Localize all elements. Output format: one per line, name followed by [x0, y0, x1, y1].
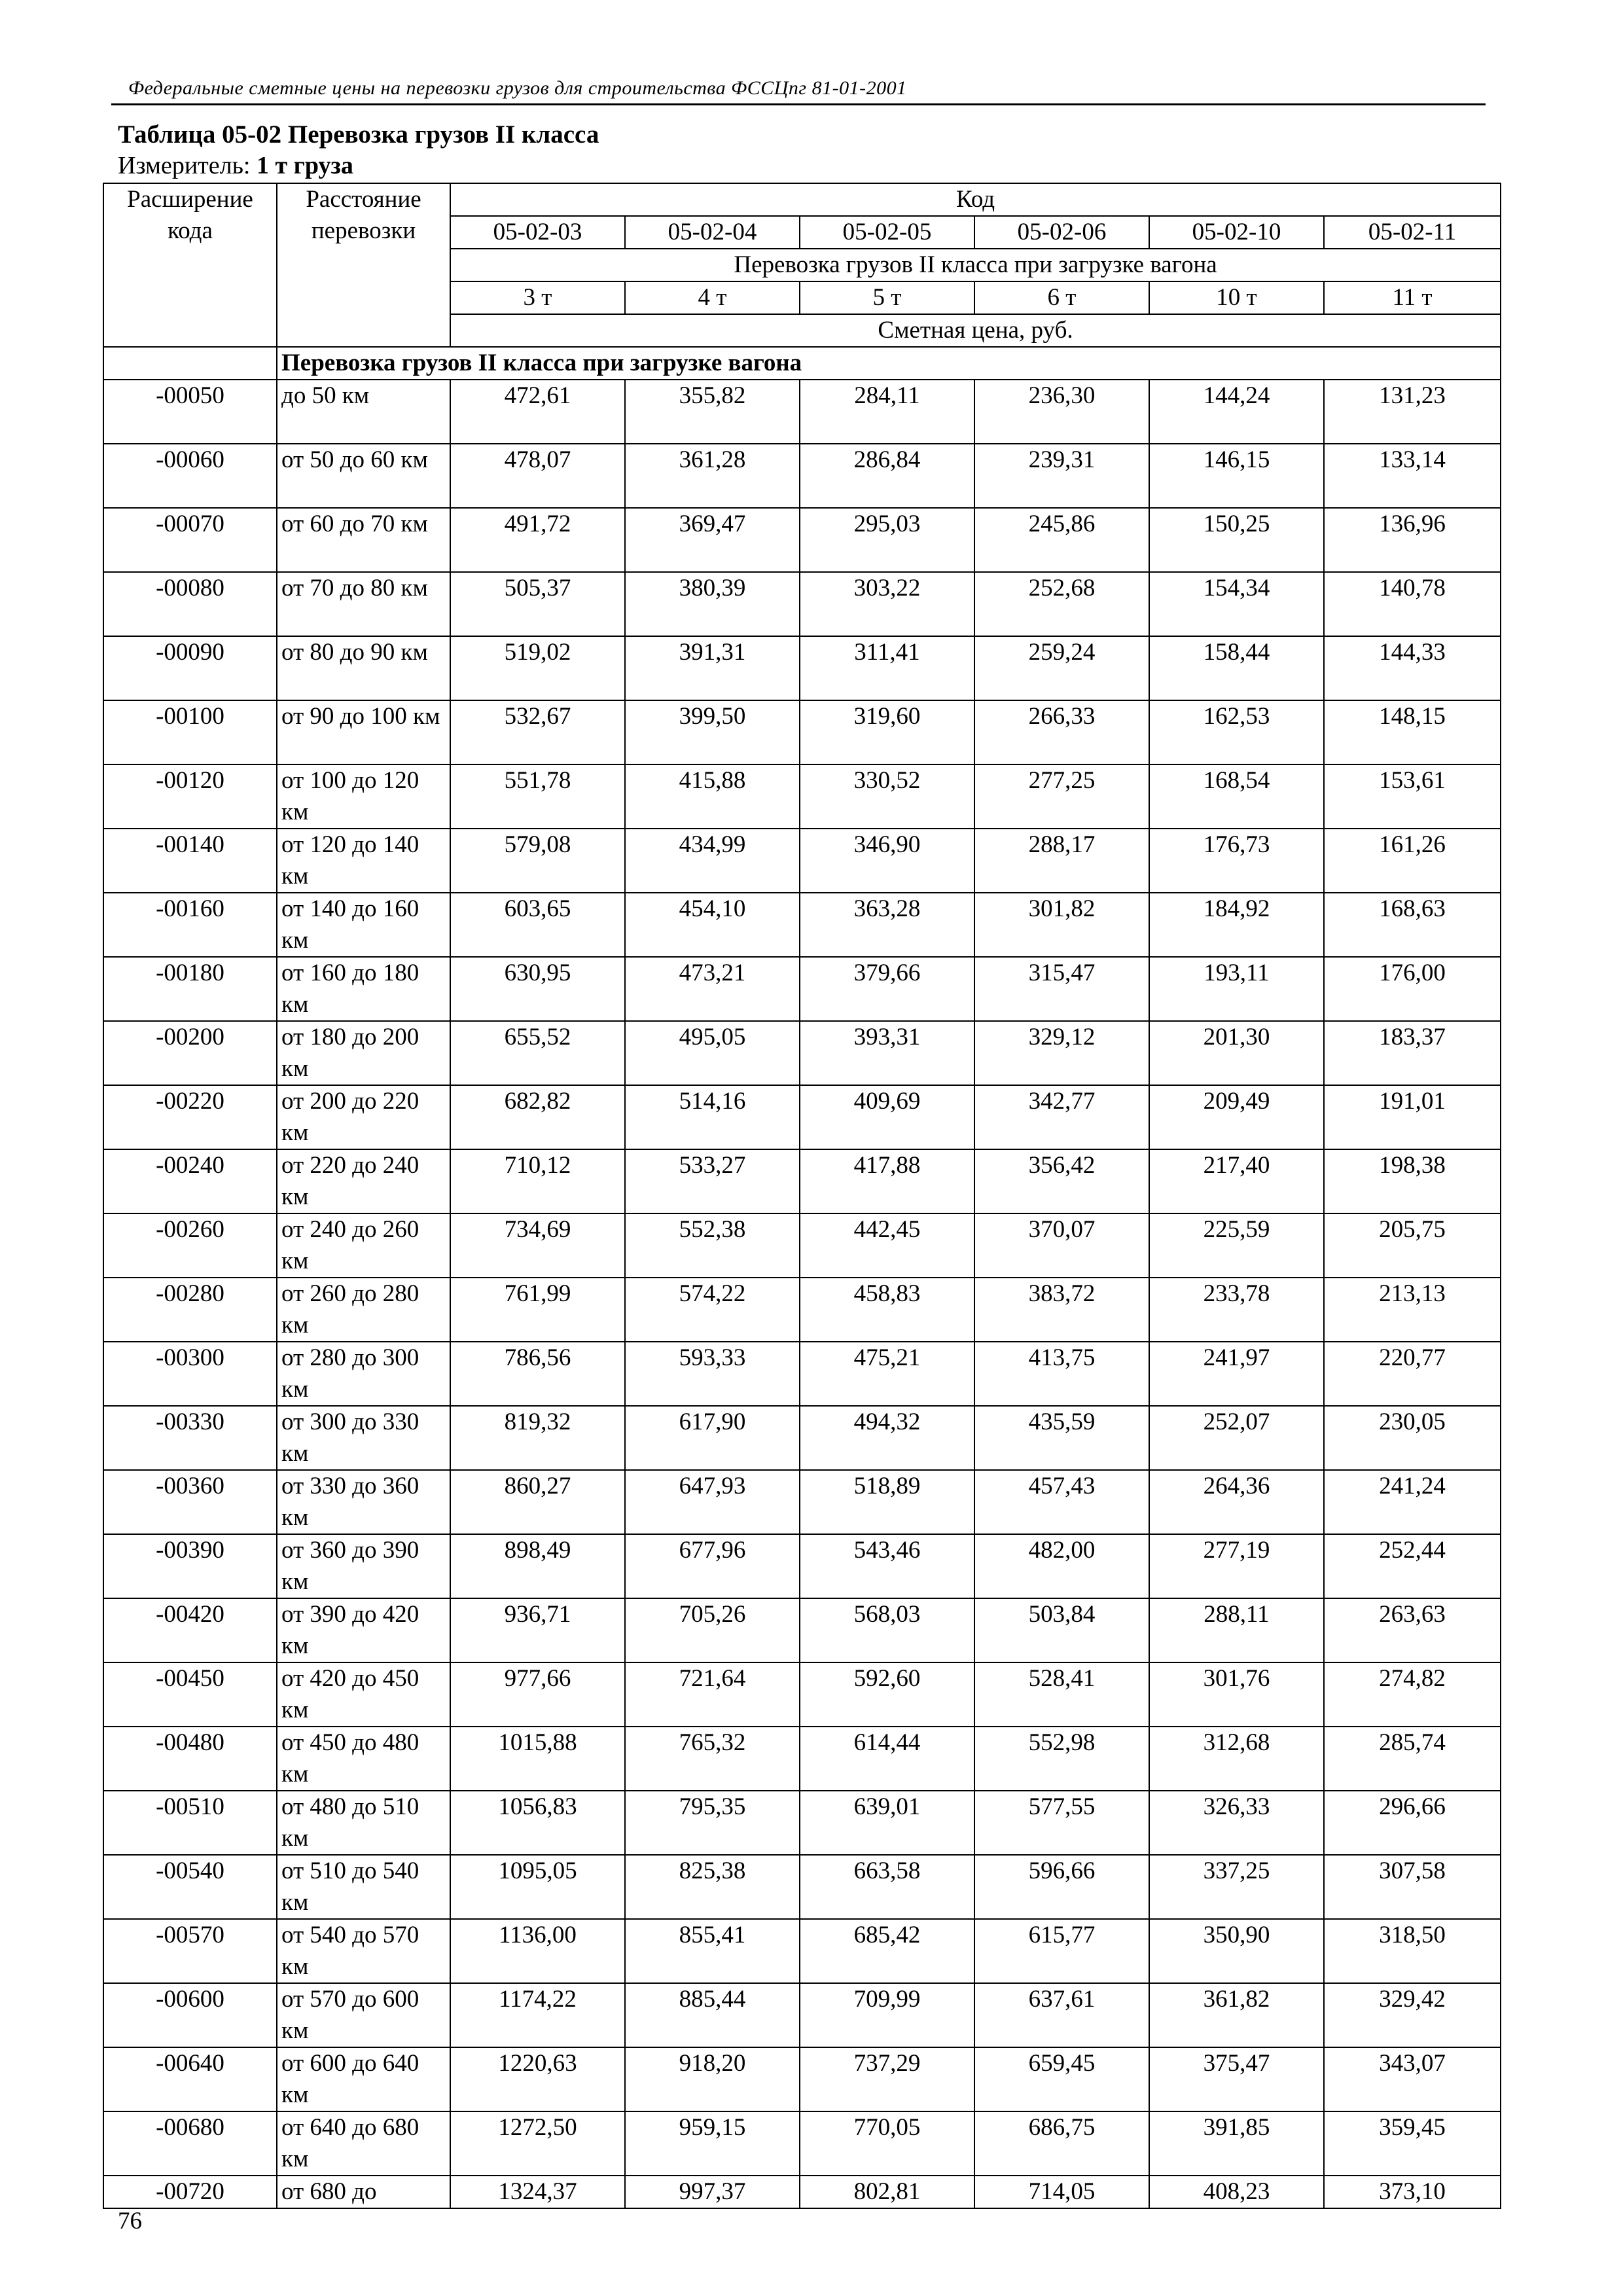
- price-table: [103, 183, 1501, 2209]
- price-cell: 380,39: [625, 572, 800, 636]
- extension-code-cell: -00260: [103, 1213, 277, 1278]
- extension-code-cell: -00160: [103, 893, 277, 957]
- extension-code-cell: -00360: [103, 1470, 277, 1534]
- price-cell: 614,44: [800, 1727, 974, 1791]
- price-cell: 146,15: [1149, 444, 1324, 508]
- price-cell: 860,27: [450, 1470, 625, 1534]
- measure-label: Измеритель:: [118, 152, 257, 179]
- price-cell: 518,89: [800, 1470, 974, 1534]
- price-cell: 482,00: [974, 1534, 1149, 1598]
- price-cell: 337,25: [1149, 1855, 1324, 1919]
- price-cell: 765,32: [625, 1727, 800, 1791]
- distance-cell: от 60 до 70 км: [277, 508, 450, 572]
- header-price: Сметная цена, руб.: [450, 314, 1501, 347]
- load-cell: 6 т: [974, 281, 1149, 314]
- extension-code-cell: -00680: [103, 2111, 277, 2176]
- distance-cell: от 90 до 100 км: [277, 700, 450, 764]
- table-row: [103, 1406, 1501, 1470]
- price-cell: 311,41: [800, 636, 974, 700]
- price-cell: 1272,50: [450, 2111, 625, 2176]
- table-row: [103, 1470, 1501, 1534]
- price-cell: 819,32: [450, 1406, 625, 1470]
- price-cell: 252,68: [974, 572, 1149, 636]
- price-cell: 885,44: [625, 1983, 800, 2047]
- price-cell: 977,66: [450, 1662, 625, 1727]
- price-cell: 220,77: [1324, 1342, 1501, 1406]
- price-cell: 655,52: [450, 1021, 625, 1085]
- distance-cell: от 140 до 160 км: [277, 893, 450, 957]
- price-cell: 408,23: [1149, 2176, 1324, 2208]
- price-cell: 454,10: [625, 893, 800, 957]
- distance-cell: от 330 до 360 км: [277, 1470, 450, 1534]
- distance-cell: от 360 до 390 км: [277, 1534, 450, 1598]
- table-row: [103, 700, 1501, 764]
- price-cell: 361,28: [625, 444, 800, 508]
- table-row: [103, 508, 1501, 572]
- price-cell: 288,17: [974, 829, 1149, 893]
- table-row: [103, 1727, 1501, 1791]
- price-cell: 285,74: [1324, 1727, 1501, 1791]
- price-cell: 737,29: [800, 2047, 974, 2111]
- price-cell: 1015,88: [450, 1727, 625, 1791]
- price-cell: 158,44: [1149, 636, 1324, 700]
- price-cell: 183,37: [1324, 1021, 1501, 1085]
- extension-code-cell: -00510: [103, 1791, 277, 1855]
- price-cell: 1174,22: [450, 1983, 625, 2047]
- price-cell: 315,47: [974, 957, 1149, 1021]
- price-cell: 552,98: [974, 1727, 1149, 1791]
- price-cell: 245,86: [974, 508, 1149, 572]
- price-cell: 241,24: [1324, 1470, 1501, 1534]
- price-cell: 677,96: [625, 1534, 800, 1598]
- price-cell: 209,49: [1149, 1085, 1324, 1149]
- price-cell: 532,67: [450, 700, 625, 764]
- header-distance: Расстояние перевозки: [277, 183, 450, 347]
- price-cell: 543,46: [800, 1534, 974, 1598]
- code-cell: 05-02-05: [800, 216, 974, 249]
- price-cell: 391,31: [625, 636, 800, 700]
- price-cell: 663,58: [800, 1855, 974, 1919]
- table-row: [103, 1213, 1501, 1278]
- price-cell: 264,36: [1149, 1470, 1324, 1534]
- extension-code-cell: -00080: [103, 572, 277, 636]
- price-cell: 709,99: [800, 1983, 974, 2047]
- price-cell: 682,82: [450, 1085, 625, 1149]
- extension-code-cell: -00220: [103, 1085, 277, 1149]
- price-cell: 252,07: [1149, 1406, 1324, 1470]
- price-cell: 574,22: [625, 1278, 800, 1342]
- price-cell: 286,84: [800, 444, 974, 508]
- measure-line: [118, 151, 353, 180]
- price-cell: 133,14: [1324, 444, 1501, 508]
- price-cell: 373,10: [1324, 2176, 1501, 2208]
- price-cell: 593,33: [625, 1342, 800, 1406]
- price-cell: 551,78: [450, 764, 625, 829]
- table-row: [103, 444, 1501, 508]
- price-cell: 457,43: [974, 1470, 1149, 1534]
- distance-cell: от 540 до 570 км: [277, 1919, 450, 1983]
- extension-code-cell: -00570: [103, 1919, 277, 1983]
- distance-cell: от 640 до 680 км: [277, 2111, 450, 2176]
- table-row: [103, 1598, 1501, 1662]
- price-cell: 369,47: [625, 508, 800, 572]
- distance-cell: от 390 до 420 км: [277, 1598, 450, 1662]
- price-cell: 494,32: [800, 1406, 974, 1470]
- load-cell: 3 т: [450, 281, 625, 314]
- price-cell: 475,21: [800, 1342, 974, 1406]
- price-cell: 577,55: [974, 1791, 1149, 1855]
- price-cell: 1136,00: [450, 1919, 625, 1983]
- price-cell: 225,59: [1149, 1213, 1324, 1278]
- price-cell: 140,78: [1324, 572, 1501, 636]
- section-spacer: [103, 347, 277, 380]
- price-cell: 205,75: [1324, 1213, 1501, 1278]
- price-cell: 370,07: [974, 1213, 1149, 1278]
- extension-code-cell: -00420: [103, 1598, 277, 1662]
- extension-code-cell: -00450: [103, 1662, 277, 1727]
- extension-code-cell: -00720: [103, 2176, 277, 2208]
- price-cell: 659,45: [974, 2047, 1149, 2111]
- price-cell: 630,95: [450, 957, 625, 1021]
- price-cell: 959,15: [625, 2111, 800, 2176]
- price-cell: 277,19: [1149, 1534, 1324, 1598]
- table-row: [103, 2176, 1501, 2208]
- price-cell: 266,33: [974, 700, 1149, 764]
- price-cell: 458,83: [800, 1278, 974, 1342]
- price-cell: 936,71: [450, 1598, 625, 1662]
- price-cell: 161,26: [1324, 829, 1501, 893]
- load-cell: 4 т: [625, 281, 800, 314]
- price-cell: 435,59: [974, 1406, 1149, 1470]
- price-cell: 144,33: [1324, 636, 1501, 700]
- price-cell: 473,21: [625, 957, 800, 1021]
- price-cell: 552,38: [625, 1213, 800, 1278]
- distance-cell: от 280 до 300 км: [277, 1342, 450, 1406]
- price-cell: 241,97: [1149, 1342, 1324, 1406]
- price-cell: 898,49: [450, 1534, 625, 1598]
- price-cell: 519,02: [450, 636, 625, 700]
- price-cell: 252,44: [1324, 1534, 1501, 1598]
- price-cell: 144,24: [1149, 380, 1324, 444]
- price-cell: 1324,37: [450, 2176, 625, 2208]
- price-cell: 303,22: [800, 572, 974, 636]
- table-row: [103, 2111, 1501, 2176]
- price-cell: 191,01: [1324, 1085, 1501, 1149]
- price-cell: 770,05: [800, 2111, 974, 2176]
- price-cell: 825,38: [625, 1855, 800, 1919]
- distance-cell: до 50 км: [277, 380, 450, 444]
- price-cell: 596,66: [974, 1855, 1149, 1919]
- distance-cell: от 420 до 450 км: [277, 1662, 450, 1727]
- table-row: [103, 1278, 1501, 1342]
- price-cell: 307,58: [1324, 1855, 1501, 1919]
- price-cell: 168,63: [1324, 893, 1501, 957]
- price-cell: 259,24: [974, 636, 1149, 700]
- extension-code-cell: -00600: [103, 1983, 277, 2047]
- price-cell: 997,37: [625, 2176, 800, 2208]
- table-row: [103, 572, 1501, 636]
- extension-code-cell: -00300: [103, 1342, 277, 1406]
- price-cell: 786,56: [450, 1342, 625, 1406]
- table-row: [103, 1021, 1501, 1085]
- header-extension-code: Расширение кода: [103, 183, 277, 347]
- extension-code-cell: -00480: [103, 1727, 277, 1791]
- price-cell: 162,53: [1149, 700, 1324, 764]
- price-cell: 442,45: [800, 1213, 974, 1278]
- table-row: [103, 829, 1501, 893]
- distance-cell: от 80 до 90 км: [277, 636, 450, 700]
- distance-cell: от 480 до 510 км: [277, 1791, 450, 1855]
- table-row: [103, 636, 1501, 700]
- table-row: [103, 380, 1501, 444]
- price-cell: 342,77: [974, 1085, 1149, 1149]
- extension-code-cell: -00070: [103, 508, 277, 572]
- table-row: [103, 2047, 1501, 2111]
- price-cell: 263,63: [1324, 1598, 1501, 1662]
- price-cell: 350,90: [1149, 1919, 1324, 1983]
- price-cell: 603,65: [450, 893, 625, 957]
- price-cell: 288,11: [1149, 1598, 1324, 1662]
- price-cell: 714,05: [974, 2176, 1149, 2208]
- price-cell: 330,52: [800, 764, 974, 829]
- price-cell: 361,82: [1149, 1983, 1324, 2047]
- distance-cell: от 300 до 330 км: [277, 1406, 450, 1470]
- measure-unit: 1 т груза: [257, 152, 353, 179]
- distance-cell: от 220 до 240 км: [277, 1149, 450, 1213]
- load-cell: 11 т: [1324, 281, 1501, 314]
- distance-cell: от 450 до 480 км: [277, 1727, 450, 1791]
- price-cell: 761,99: [450, 1278, 625, 1342]
- distance-cell: от 680 до: [277, 2176, 450, 2208]
- price-cell: 343,07: [1324, 2047, 1501, 2111]
- table-row: [103, 1149, 1501, 1213]
- price-cell: 592,60: [800, 1662, 974, 1727]
- code-cell: 05-02-06: [974, 216, 1149, 249]
- price-cell: 1220,63: [450, 2047, 625, 2111]
- price-cell: 918,20: [625, 2047, 800, 2111]
- extension-code-cell: -00060: [103, 444, 277, 508]
- extension-code-cell: -00140: [103, 829, 277, 893]
- price-cell: 528,41: [974, 1662, 1149, 1727]
- table-row: [103, 1342, 1501, 1406]
- code-cell: 05-02-04: [625, 216, 800, 249]
- price-cell: 136,96: [1324, 508, 1501, 572]
- code-cell: 05-02-10: [1149, 216, 1324, 249]
- extension-code-cell: -00200: [103, 1021, 277, 1085]
- table-title: Таблица 05-02 Перевозка грузов II класса: [118, 120, 599, 149]
- price-cell: 415,88: [625, 764, 800, 829]
- table-row: [103, 1534, 1501, 1598]
- price-cell: 363,28: [800, 893, 974, 957]
- table-row: [103, 1983, 1501, 2047]
- price-cell: 295,03: [800, 508, 974, 572]
- load-cell: 10 т: [1149, 281, 1324, 314]
- price-cell: 239,31: [974, 444, 1149, 508]
- price-cell: 329,42: [1324, 1983, 1501, 2047]
- price-cell: 198,38: [1324, 1149, 1501, 1213]
- price-cell: 413,75: [974, 1342, 1149, 1406]
- price-cell: 233,78: [1149, 1278, 1324, 1342]
- price-cell: 795,35: [625, 1791, 800, 1855]
- price-cell: 495,05: [625, 1021, 800, 1085]
- price-cell: 184,92: [1149, 893, 1324, 957]
- price-cell: 236,30: [974, 380, 1149, 444]
- price-cell: 434,99: [625, 829, 800, 893]
- price-cell: 318,50: [1324, 1919, 1501, 1983]
- code-cell: 05-02-11: [1324, 216, 1501, 249]
- price-cell: 359,45: [1324, 2111, 1501, 2176]
- header-rule: [111, 103, 1486, 105]
- distance-cell: от 200 до 220 км: [277, 1085, 450, 1149]
- distance-cell: от 180 до 200 км: [277, 1021, 450, 1085]
- extension-code-cell: -00330: [103, 1406, 277, 1470]
- price-cell: 154,34: [1149, 572, 1324, 636]
- price-cell: 721,64: [625, 1662, 800, 1727]
- price-cell: 230,05: [1324, 1406, 1501, 1470]
- price-cell: 1056,83: [450, 1791, 625, 1855]
- price-cell: 637,61: [974, 1983, 1149, 2047]
- price-cell: 329,12: [974, 1021, 1149, 1085]
- running-header: Федеральные сметные цены на перевозки грузов для строительства ФССЦпг 81-01-2001: [128, 77, 907, 99]
- price-cell: 277,25: [974, 764, 1149, 829]
- price-cell: 213,13: [1324, 1278, 1501, 1342]
- extension-code-cell: -00640: [103, 2047, 277, 2111]
- distance-cell: от 510 до 540 км: [277, 1855, 450, 1919]
- extension-code-cell: -00090: [103, 636, 277, 700]
- price-cell: 375,47: [1149, 2047, 1324, 2111]
- distance-cell: от 100 до 120 км: [277, 764, 450, 829]
- price-cell: 615,77: [974, 1919, 1149, 1983]
- price-cell: 201,30: [1149, 1021, 1324, 1085]
- price-cell: 686,75: [974, 2111, 1149, 2176]
- header-code: Код: [450, 183, 1501, 216]
- table-row: [103, 893, 1501, 957]
- price-cell: 503,84: [974, 1598, 1149, 1662]
- extension-code-cell: -00100: [103, 700, 277, 764]
- extension-code-cell: -00390: [103, 1534, 277, 1598]
- price-cell: 346,90: [800, 829, 974, 893]
- price-cell: 168,54: [1149, 764, 1324, 829]
- load-cell: 5 т: [800, 281, 974, 314]
- price-cell: 393,31: [800, 1021, 974, 1085]
- distance-cell: от 120 до 140 км: [277, 829, 450, 893]
- price-cell: 802,81: [800, 2176, 974, 2208]
- distance-cell: от 260 до 280 км: [277, 1278, 450, 1342]
- price-cell: 409,69: [800, 1085, 974, 1149]
- price-cell: 383,72: [974, 1278, 1149, 1342]
- price-cell: 217,40: [1149, 1149, 1324, 1213]
- table-row: [103, 1662, 1501, 1727]
- price-cell: 472,61: [450, 380, 625, 444]
- price-cell: 176,73: [1149, 829, 1324, 893]
- price-cell: 734,69: [450, 1213, 625, 1278]
- price-cell: 579,08: [450, 829, 625, 893]
- price-cell: 855,41: [625, 1919, 800, 1983]
- price-cell: 639,01: [800, 1791, 974, 1855]
- header-subtitle: Перевозка грузов II класса при загрузке вагона: [450, 249, 1501, 281]
- price-cell: 491,72: [450, 508, 625, 572]
- price-cell: 326,33: [1149, 1791, 1324, 1855]
- table-row: [103, 1791, 1501, 1855]
- table-row: [103, 764, 1501, 829]
- price-cell: 193,11: [1149, 957, 1324, 1021]
- price-cell: 1095,05: [450, 1855, 625, 1919]
- price-cell: 296,66: [1324, 1791, 1501, 1855]
- price-cell: 379,66: [800, 957, 974, 1021]
- price-cell: 284,11: [800, 380, 974, 444]
- price-cell: 312,68: [1149, 1727, 1324, 1791]
- price-cell: 150,25: [1149, 508, 1324, 572]
- price-cell: 647,93: [625, 1470, 800, 1534]
- extension-code-cell: -00120: [103, 764, 277, 829]
- section-title: Перевозка грузов II класса при загрузке вагона: [277, 347, 1501, 380]
- price-cell: 705,26: [625, 1598, 800, 1662]
- distance-cell: от 50 до 60 км: [277, 444, 450, 508]
- table-row: [103, 1919, 1501, 1983]
- price-cell: 176,00: [1324, 957, 1501, 1021]
- code-cell: 05-02-03: [450, 216, 625, 249]
- extension-code-cell: -00240: [103, 1149, 277, 1213]
- price-cell: 478,07: [450, 444, 625, 508]
- table-row: [103, 1855, 1501, 1919]
- price-cell: 153,61: [1324, 764, 1501, 829]
- price-cell: 710,12: [450, 1149, 625, 1213]
- price-cell: 568,03: [800, 1598, 974, 1662]
- price-cell: 301,82: [974, 893, 1149, 957]
- price-cell: 417,88: [800, 1149, 974, 1213]
- extension-code-cell: -00280: [103, 1278, 277, 1342]
- price-cell: 148,15: [1324, 700, 1501, 764]
- extension-code-cell: -00180: [103, 957, 277, 1021]
- page-number: 76: [118, 2208, 142, 2234]
- price-cell: 131,23: [1324, 380, 1501, 444]
- price-cell: 617,90: [625, 1406, 800, 1470]
- price-cell: 505,37: [450, 572, 625, 636]
- price-cell: 685,42: [800, 1919, 974, 1983]
- extension-code-cell: -00050: [103, 380, 277, 444]
- distance-cell: от 240 до 260 км: [277, 1213, 450, 1278]
- price-cell: 391,85: [1149, 2111, 1324, 2176]
- distance-cell: от 600 до 640 км: [277, 2047, 450, 2111]
- table-row: [103, 957, 1501, 1021]
- price-cell: 399,50: [625, 700, 800, 764]
- extension-code-cell: -00540: [103, 1855, 277, 1919]
- price-cell: 533,27: [625, 1149, 800, 1213]
- distance-cell: от 570 до 600 км: [277, 1983, 450, 2047]
- price-cell: 319,60: [800, 700, 974, 764]
- price-cell: 274,82: [1324, 1662, 1501, 1727]
- price-cell: 355,82: [625, 380, 800, 444]
- distance-cell: от 70 до 80 км: [277, 572, 450, 636]
- price-cell: 356,42: [974, 1149, 1149, 1213]
- price-cell: 514,16: [625, 1085, 800, 1149]
- table-row: [103, 1085, 1501, 1149]
- price-cell: 301,76: [1149, 1662, 1324, 1727]
- distance-cell: от 160 до 180 км: [277, 957, 450, 1021]
